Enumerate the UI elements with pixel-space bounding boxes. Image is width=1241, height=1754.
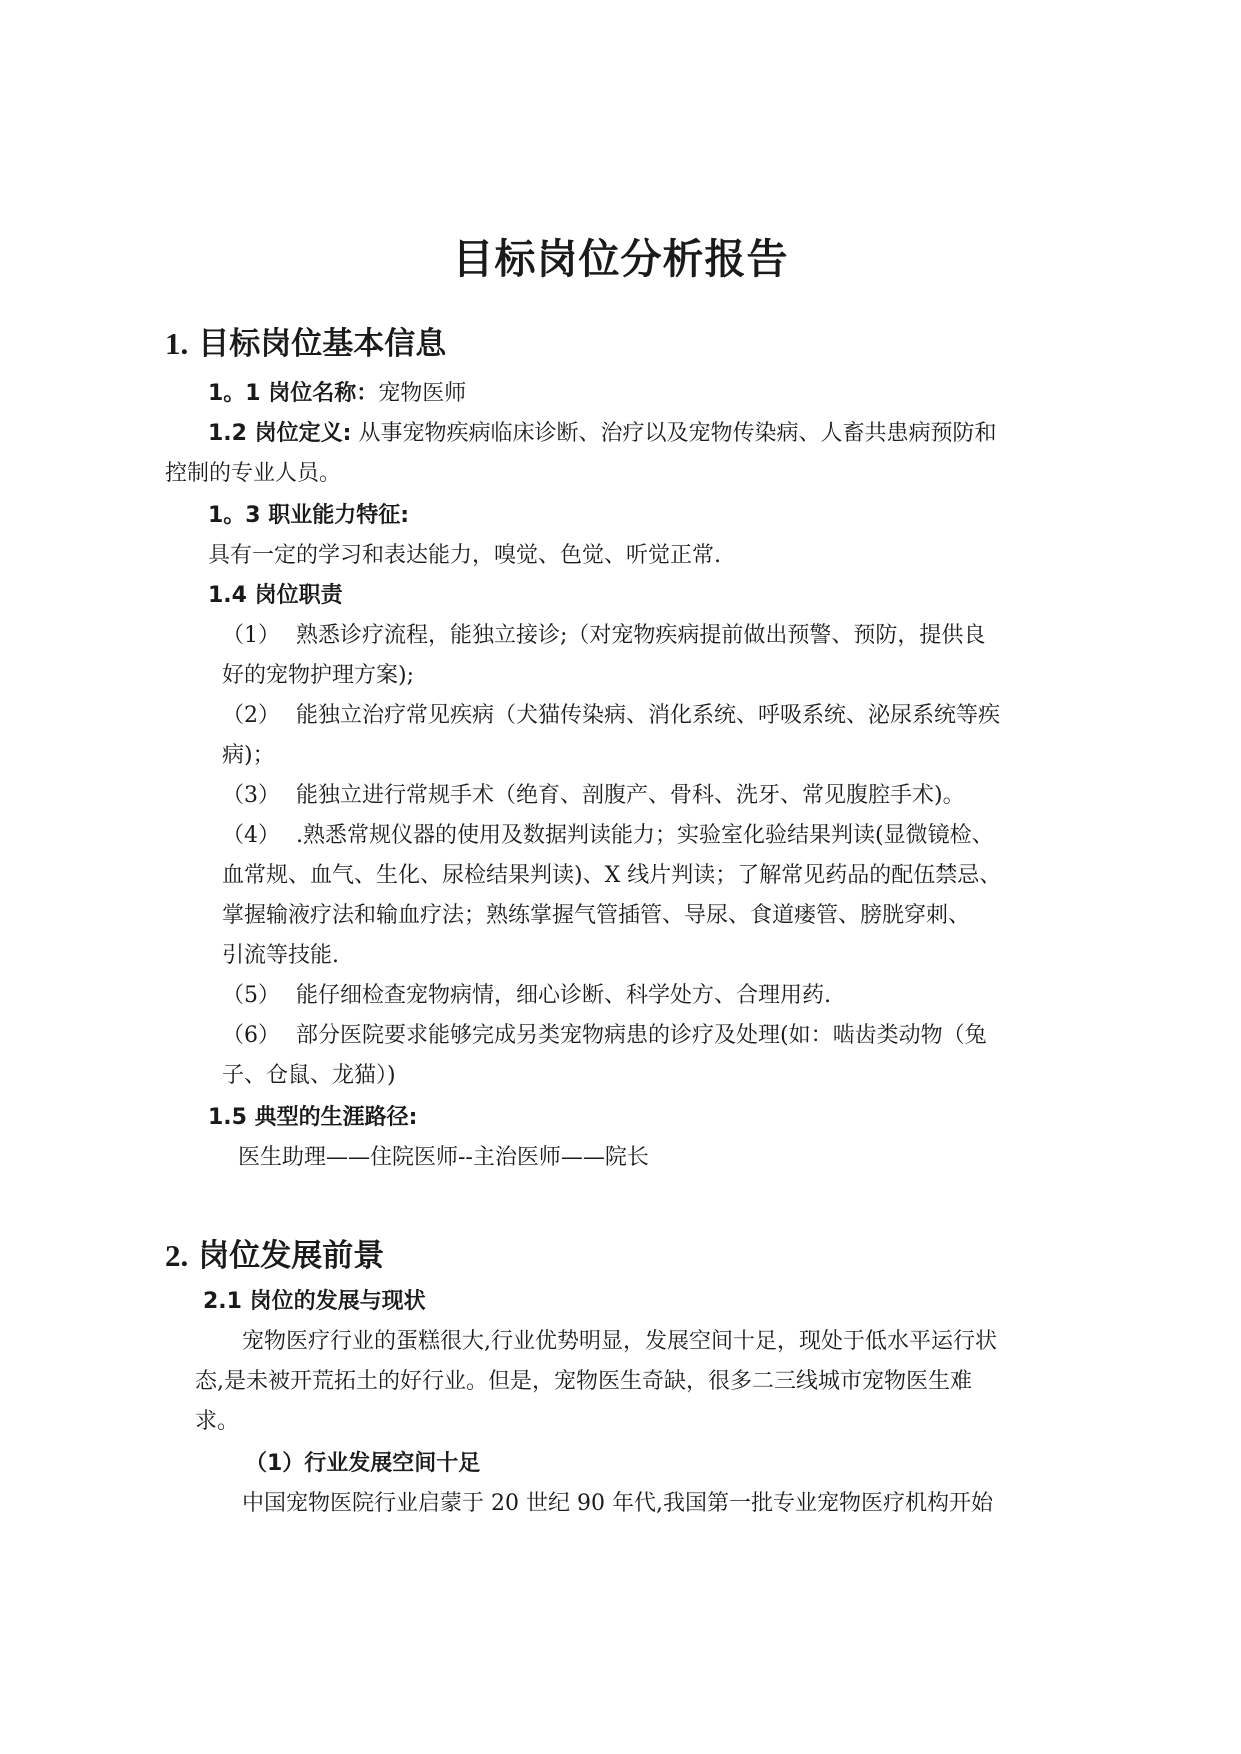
duty-item-4-line-2: 血常规、血气、生化、尿检结果判读)、X 线片判读；了解常见药品的配伍禁忌、 xyxy=(222,863,1002,888)
duty-item-6-line-2: 子、仓鼠、龙猫）) xyxy=(222,1063,396,1088)
duty-item-6-number: （6） xyxy=(222,1023,280,1048)
duty-item-5-line-1: （5） 能仔细检查宠物病情，细心诊断、科学处方、合理用药. xyxy=(222,976,831,1016)
career-path-value: 医生助理——住院医师--主治医师——院长 xyxy=(238,1145,649,1170)
duty-item-3-number: （3） xyxy=(222,783,280,808)
duties-label: 1.4 岗位职责 xyxy=(208,583,343,608)
section-1-title: 目标岗位基本信息 xyxy=(198,326,447,362)
job-definition-value-1: 从事宠物疾病临床诊断、治疗以及宠物传染病、人畜共患病预防和 xyxy=(358,421,997,446)
duty-item-4-number: （4） xyxy=(222,823,280,848)
duty-item-2-line-2: 病)； xyxy=(222,743,275,768)
job-name-line xyxy=(208,374,466,414)
duty-item-6-line-1: （6） 部分医院要求能够完成另类宠物病患的诊疗及处理(如：啮齿类动物（兔 xyxy=(222,1016,987,1056)
duty-item-5-number: （5） xyxy=(222,983,280,1008)
duty-item-1-line-1: （1） 熟悉诊疗流程，能独立接诊;（对宠物疾病提前做出预警、预防，提供良 xyxy=(222,616,985,656)
subsection-1-label: （1）行业发展空间十足 xyxy=(245,1451,481,1476)
development-para-line-1: 宠物医疗行业的蛋糕很大,行业优势明显，发展空间十足，现处于低水平运行状 xyxy=(242,1329,997,1354)
section-1-number: 1. xyxy=(165,326,189,361)
job-name-label: 1。1 岗位名称： xyxy=(208,381,379,406)
duty-item-2-line-1: （2） 能独立治疗常见疾病（犬猫传染病、消化系统、呼吸系统、泌尿系统等疾 xyxy=(222,696,1000,736)
development-status-label: 2.1 岗位的发展与现状 xyxy=(203,1289,426,1314)
duty-item-1-line-2: 好的宠物护理方案); xyxy=(222,663,414,688)
ability-value: 具有一定的学习和表达能力，嗅觉、色觉、听觉正常. xyxy=(208,543,721,568)
document-title: 目标岗位分析报告 xyxy=(452,235,789,283)
section-1-heading xyxy=(165,318,446,363)
job-name-value: 宠物医师 xyxy=(378,381,467,406)
development-para-line-2: 态,是未被开荒拓土的好行业。但是，宠物医生奇缺，很多二三线城市宠物医生难 xyxy=(195,1369,972,1394)
duty-item-4-line-1: （4） .熟悉常规仪器的使用及数据判读能力；实验室化验结果判读(显微镜检、 xyxy=(222,816,994,856)
duty-item-2-number: （2） xyxy=(222,703,280,728)
section-2-number: 2. xyxy=(165,1238,189,1273)
ability-label: 1。3 职业能力特征: xyxy=(208,503,410,528)
career-path-label: 1.5 典型的生涯路径: xyxy=(208,1105,418,1130)
duty-item-1-number: （1） xyxy=(222,623,280,648)
duty-item-4-line-4: 引流等技能. xyxy=(222,943,339,968)
subsection-1-para-line-1: 中国宠物医院行业启蒙于 20 世纪 90 年代,我国第一批专业宠物医疗机构开始 xyxy=(242,1491,993,1516)
section-2-title: 岗位发展前景 xyxy=(198,1238,385,1274)
job-definition-label: 1.2 岗位定义: xyxy=(208,421,352,446)
section-2-heading xyxy=(165,1230,384,1275)
duty-item-3-line-1: （3） 能独立进行常规手术（绝育、剖腹产、骨科、洗牙、常见腹腔手术)。 xyxy=(222,776,965,816)
development-para-line-3: 求。 xyxy=(195,1409,240,1434)
duty-item-4-line-3: 掌握输液疗法和输血疗法；熟练掌握气管插管、导尿、食道瘘管、膀胱穿刺、 xyxy=(222,903,971,928)
job-definition-line-2: 控制的专业人员。 xyxy=(165,461,342,486)
job-definition-line-1 xyxy=(208,414,996,454)
